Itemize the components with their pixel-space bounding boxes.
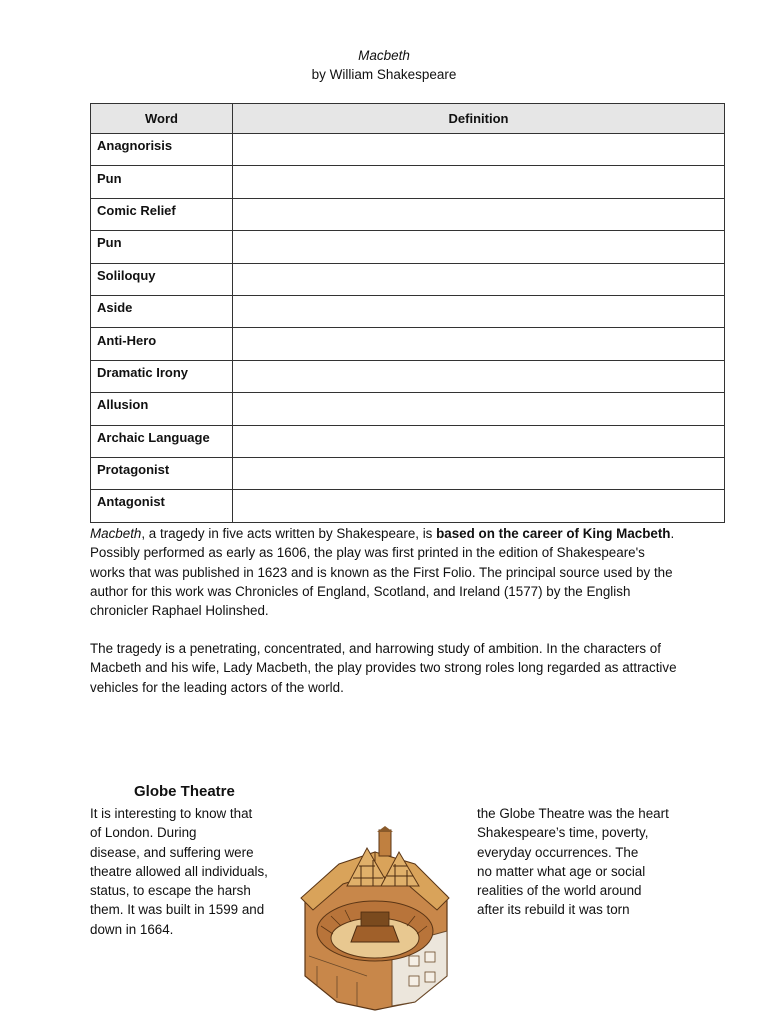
definition-cell[interactable]: [233, 134, 725, 166]
text-line: down in 1664.: [90, 921, 174, 937]
word-cell: Archaic Language: [91, 425, 233, 457]
table-row: [91, 231, 725, 263]
globe-heading: Globe Theatre: [134, 783, 235, 800]
title-block: [0, 46, 768, 84]
word-cell: Allusion: [91, 393, 233, 425]
vocabulary-table: [90, 103, 725, 523]
intro-text-b: . Possibly performed as early as 1606, the play was first printed in the edition of Shakespeare's works that was published in 1623 and is known as the First Folio. The principal source used by the author for this work was Chronicles of England, Scotland, and Ireland (1577) by the English chronicler Raphael Holinshed.: [90, 526, 675, 619]
table-row: [91, 328, 725, 360]
definition-cell[interactable]: [233, 457, 725, 489]
word-cell: Soliloquy: [91, 263, 233, 295]
table-row: [91, 457, 725, 489]
table-row: [91, 198, 725, 230]
table-body: [91, 134, 725, 523]
globe-left-column: [90, 804, 290, 939]
table-row: [91, 263, 725, 295]
table-row: [91, 360, 725, 392]
text-line: realities of the world around: [477, 883, 642, 899]
text-line: the Globe Theatre was the heart: [477, 806, 669, 821]
definition-cell[interactable]: [233, 295, 725, 327]
text-line: everyday occurrences. The: [477, 844, 639, 860]
definition-cell[interactable]: [233, 393, 725, 425]
word-cell: Aside: [91, 295, 233, 327]
text-line: after its rebuild it was torn: [477, 902, 630, 918]
word-cell: Pun: [91, 231, 233, 263]
table-row: [91, 166, 725, 198]
globe-right-column: [477, 804, 707, 920]
text-line: status, to escape the harsh: [90, 883, 251, 899]
intro-paragraph-2: The tragedy is a penetrating, concentrated, and harrowing study of ambition. In the characters of Macbeth and his wife, Lady Macbeth, the play provides two strong roles long regarded as attractive vehicles for the leading actors of the world.: [90, 641, 677, 695]
table-row: [91, 393, 725, 425]
word-cell: Protagonist: [91, 457, 233, 489]
text-line: them. It was built in 1599 and: [90, 902, 265, 918]
definition-cell[interactable]: [233, 328, 725, 360]
text-line: disease, and suffering were: [90, 844, 254, 860]
definition-cell[interactable]: [233, 198, 725, 230]
text-line: theatre allowed all individuals,: [90, 863, 268, 879]
text-line: Shakespeare’s time, poverty,: [477, 825, 649, 841]
definition-cell[interactable]: [233, 263, 725, 295]
definition-cell[interactable]: [233, 425, 725, 457]
globe-theatre-illustration: [297, 826, 453, 1012]
word-cell: Comic Relief: [91, 198, 233, 230]
definition-cell[interactable]: [233, 231, 725, 263]
definition-cell[interactable]: [233, 360, 725, 392]
definition-cell[interactable]: [233, 490, 725, 522]
table-header-row: [91, 104, 725, 134]
intro-text-a: , a tragedy in five acts written by Shakespeare, is: [141, 526, 437, 541]
table-row: [91, 134, 725, 166]
word-cell: Pun: [91, 166, 233, 198]
play-title: Macbeth: [358, 48, 410, 63]
play-title-inline: Macbeth: [90, 526, 142, 541]
definition-cell[interactable]: [233, 166, 725, 198]
column-header-word: Word: [91, 104, 233, 134]
word-cell: Antagonist: [91, 490, 233, 522]
word-cell: Dramatic Irony: [91, 360, 233, 392]
table-row: [91, 295, 725, 327]
word-cell: Anagnorisis: [91, 134, 233, 166]
table-row: [91, 425, 725, 457]
intro-bold-text: based on the career of King Macbeth: [436, 526, 671, 541]
column-header-definition: Definition: [233, 104, 725, 134]
word-cell: Anti-Hero: [91, 328, 233, 360]
table-row: [91, 490, 725, 522]
text-line: of London. During: [90, 825, 197, 841]
intro-paragraph-1: [90, 524, 682, 620]
text-line: no matter what age or social: [477, 863, 646, 879]
play-author: by William Shakespeare: [311, 67, 457, 82]
text-line: It is interesting to know that: [90, 806, 253, 821]
